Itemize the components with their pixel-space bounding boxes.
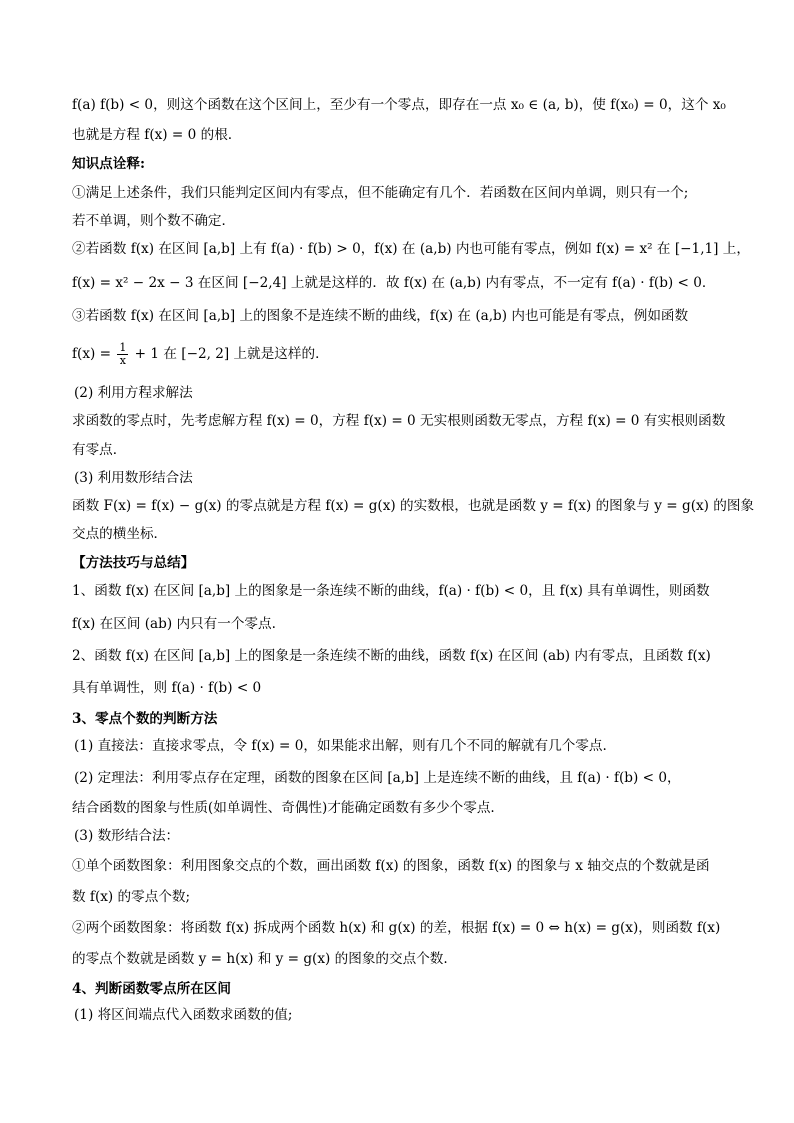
- text-line: ③若函数 f(x) 在区间 [a,b] 上的图象不是连续不断的曲线，f(x) 在 (a,b) 内也可能是有零点，例如函数: [72, 308, 689, 324]
- formula-suffix: + 1 在 [−2, 2] 上就是这样的．: [130, 346, 329, 362]
- section-heading: 3、零点个数的判断方法: [72, 711, 218, 727]
- text-line: 有零点．: [72, 442, 127, 458]
- fraction: [117, 342, 128, 367]
- text-line: 也就是方程 f(x) = 0 的根.: [72, 127, 233, 143]
- text-line: (1) 直接法：直接求零点，令 f(x) = 0，如果能求出解，则有几个不同的解就有几个零点.: [74, 738, 607, 754]
- text-line: (3) 利用数形结合法: [74, 470, 193, 486]
- text-line: 若不单调，则个数不确定．: [72, 213, 236, 229]
- text-line: ①满足上述条件，我们只能判定区间内有零点，但不能确定有几个．若函数在区间内单调，则只有一个;: [72, 185, 689, 201]
- text-line: (2) 定理法：利用零点存在定理，函数的图象在区间 [a,b] 上是连续不断的曲线，且 f(a) · f(b) < 0，: [74, 770, 681, 786]
- text-line: 的零点个数就是函数 y = h(x) 和 y = g(x) 的图象的交点个数.: [72, 951, 448, 967]
- text-line: (1) 将区间端点代入函数求函数的值;: [74, 1007, 293, 1023]
- text-line: f(x) = x² − 2x − 3 在区间 [−2,4] 上就是这样的．故 f(x) 在 (a,b) 内有零点，不一定有 f(a) · f(b) < 0．: [72, 275, 716, 291]
- text-line: 交点的横坐标．: [72, 526, 168, 542]
- text-line: 函数 F(x) = f(x) − g(x) 的零点就是方程 f(x) = g(x) 的实数根，也就是函数 y = f(x) 的图象与 y = g(x) 的图象: [72, 498, 755, 514]
- text-line: 求函数的零点时，先考虑解方程 f(x) = 0，方程 f(x) = 0 无实根则函数无零点，方程 f(x) = 0 有实根则函数: [72, 413, 726, 429]
- text-line: 2、函数 f(x) 在区间 [a,b] 上的图象是一条连续不断的曲线，函数 f(x) 在区间 (ab) 内有零点，且函数 f(x): [72, 648, 711, 664]
- text-line: ②若函数 f(x) 在区间 [a,b] 上有 f(a) · f(b) > 0，f(x) 在 (a,b) 内也可能有零点，例如 f(x) = x² 在 [−1,1] 上，: [72, 241, 750, 257]
- text-line: ②两个函数图象：将函数 f(x) 拆成两个函数 h(x) 和 g(x) 的差，根据 f(x) = 0 ⇔ h(x) = g(x)，则函数 f(x): [72, 920, 721, 936]
- section-heading: 【方法技巧与总结】: [72, 555, 195, 571]
- section-heading: 4、判断函数零点所在区间: [72, 981, 231, 997]
- text-line: (3) 数形结合法：: [74, 828, 180, 844]
- section-heading: 知识点诠释:: [72, 156, 145, 172]
- example-formula-line: [72, 340, 727, 368]
- text-line: (2) 利用方程求解法: [74, 385, 193, 401]
- text-line: 1、函数 f(x) 在区间 [a,b] 上的图象是一条连续不断的曲线，f(a) · f(b) < 0，且 f(x) 具有单调性，则函数: [72, 583, 710, 599]
- text-line: f(a) f(b) < 0，则这个函数在这个区间上，至少有一个零点，即存在一点 x₀ ∈ (a, b)，使 f(x₀) = 0，这个 x₀: [72, 97, 726, 113]
- text-line: 具有单调性，则 f(a) · f(b) < 0: [72, 680, 262, 696]
- text-line: 结合函数的图象与性质(如单调性、奇偶性)才能确定函数有多少个零点.: [72, 800, 495, 816]
- text-line: ①单个函数图象：利用图象交点的个数，画出函数 f(x) 的图象，函数 f(x) 的图象与 x 轴交点的个数就是函: [72, 858, 710, 874]
- formula-prefix: f(x) =: [72, 346, 116, 362]
- text-line: f(x) 在区间 (ab) 内只有一个零点.: [72, 616, 276, 632]
- fraction-denominator: x: [119, 354, 126, 367]
- text-line: 数 f(x) 的零点个数;: [72, 889, 191, 905]
- fraction-numerator: 1: [119, 341, 127, 354]
